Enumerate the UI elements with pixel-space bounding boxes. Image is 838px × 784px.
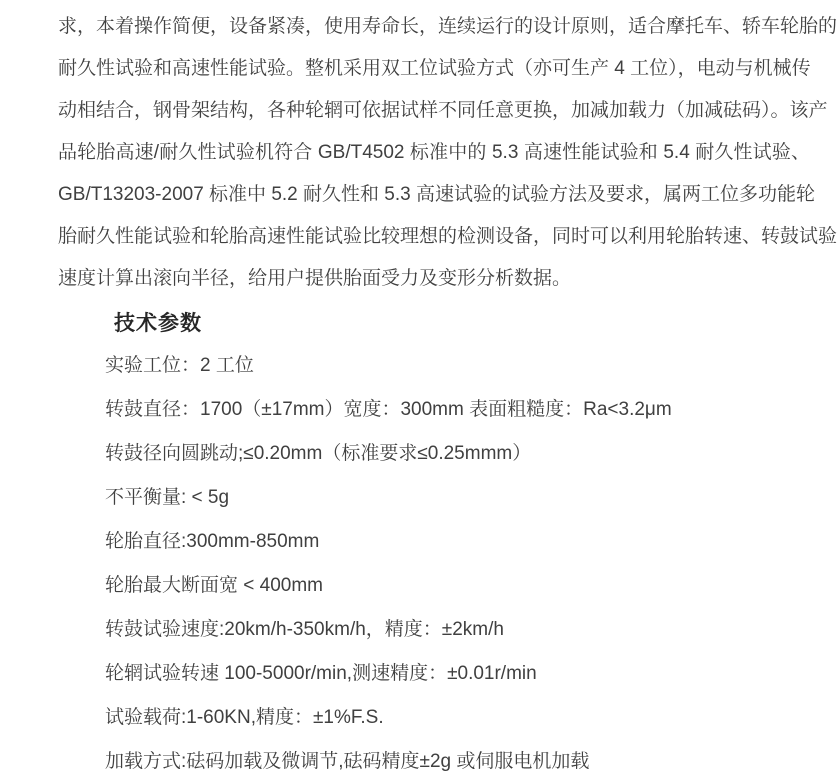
paragraph-line-2: 耐久性试验和高速性能试验。整机采用双工位试验方式（亦可生产 4 工位），电动与机械传 <box>58 58 811 79</box>
paragraph-line-1: 求，本着操作简便，设备紧凑，使用寿命长，连续运行的设计原则，适合摩托车、轿车轮胎的 <box>58 16 838 37</box>
spec-item-tire-max-section-width: 轮胎最大断面宽 < 400mm <box>105 575 324 596</box>
spec-item-unbalance: 不平衡量: < 5g <box>105 487 230 508</box>
paragraph-line-5: GB/T13203-2007 标准中 5.2 耐久性和 5.3 高速试验的试验方法及要求，属两工位多功能轮 <box>58 184 815 205</box>
paragraph-line-4: 品轮胎高速/耐久性试验机符合 GB/T4502 标准中的 5.3 高速性能试验和 5.4 耐久性试验、 <box>58 142 810 163</box>
intro-paragraph <box>58 6 838 300</box>
spec-list <box>105 344 810 784</box>
paragraph-line-6: 胎耐久性能试验和轮胎高速性能试验比较理想的检测设备，同时可以利用轮胎转速、转鼓试验 <box>58 226 838 247</box>
spec-item-rim-test-rpm: 轮辋试验转速 100-5000r/min,测速精度：±0.01r/min <box>105 663 537 684</box>
spec-item-loading-method: 加载方式:砝码加载及微调节,砝码精度±2g 或伺服电机加载 <box>105 751 590 772</box>
paragraph-line-7: 速度计算出滚向半径，给用户提供胎面受力及变形分析数据。 <box>58 268 572 289</box>
section-heading-technical-parameters: 技术参数 <box>114 312 202 335</box>
paragraph-line-3: 动相结合，钢骨架结构，各种轮辋可依据试样不同任意更换，加减加载力（加减砝码）。该产 <box>58 100 828 121</box>
spec-item-drum-test-speed: 转鼓试验速度:20km/h-350km/h，精度：±2km/h <box>105 619 504 640</box>
spec-item-drum-radial-runout: 转鼓径向圆跳动;≤0.20mm（标准要求≤0.25mmm） <box>105 443 532 464</box>
spec-item-drum-diameter: 转鼓直径：1700（±17mm）宽度：300mm 表面粗糙度：Ra<3.2μm <box>105 399 672 420</box>
spec-item-test-stations: 实验工位：2 工位 <box>105 355 254 376</box>
spec-item-tire-diameter: 轮胎直径:300mm-850mm <box>105 531 320 552</box>
spec-item-test-load: 试验载荷:1-60KN,精度：±1%F.S. <box>105 707 384 728</box>
